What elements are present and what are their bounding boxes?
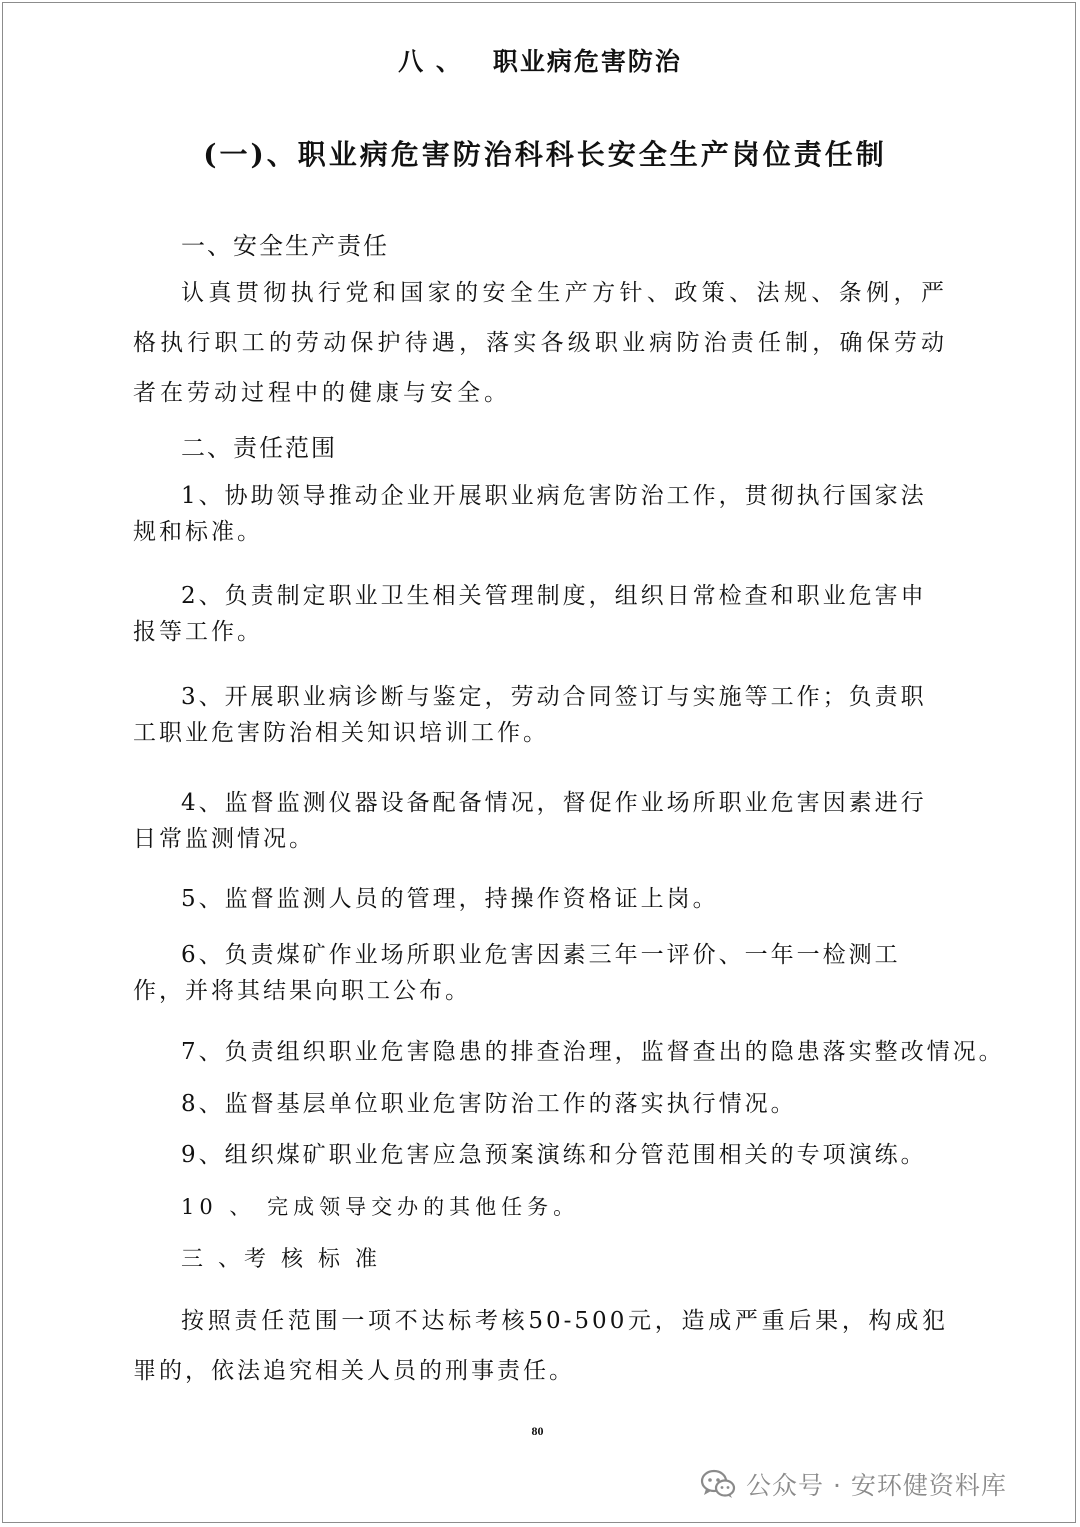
heading-responsibility-scope: 二、责任范围 [181, 434, 337, 462]
scope-item-4: 4、监督监测仪器设备配备情况，督促作业场所职业危害因素进行日常监测情况。 [133, 790, 927, 852]
scope-item-9: 9、组织煤矿职业危害应急预案演练和分管范围相关的专项演练。 [181, 1142, 927, 1168]
section-title-text: 职业病危害防治 [492, 47, 682, 76]
scope-item-8: 8、监督基层单位职业危害防治工作的落实执行情况。 [181, 1091, 797, 1117]
page-number: 80 [531, 1424, 544, 1438]
paragraph-safety-responsibility: 认真贯彻执行党和国家的安全生产方针、政策、法规、条例，严格执行职工的劳动保护待遇，落实各级职业病防治责任制，确保劳动者在劳动过程中的健康与安全。 [133, 280, 948, 406]
scope-item-7: 7、负责组织职业危害隐患的排查治理，监督查出的隐患落实整改情况。 [181, 1039, 1005, 1065]
scope-item-2: 2、负责制定职业卫生相关管理制度，组织日常检查和职业危害申报等工作。 [133, 583, 927, 645]
scope-item-1: 1、协助领导推动企业开展职业病危害防治工作，贯彻执行国家法规和标准。 [133, 483, 927, 545]
scope-item-3: 3、开展职业病诊断与鉴定，劳动合同签订与实施等工作；负责职工职业危害防治相关知识培训工作。 [133, 684, 927, 746]
watermark [700, 1462, 1007, 1506]
wechat-icon [700, 1469, 736, 1499]
scope-item-10: 10 、 完成领导交办的其他任务。 [181, 1195, 580, 1219]
paragraph-assessment-standard: 按照责任范围一项不达标考核50-500元，造成严重后果，构成犯罪的，依法追究相关人员的刑事责任。 [133, 1308, 948, 1384]
watermark-text: 公众号 · 安环健资料库 [746, 1471, 1007, 1500]
scope-item-5: 5、监督监测人员的管理，持操作资格证上岗。 [181, 886, 719, 912]
heading-safety-responsibility: 一、安全生产责任 [181, 232, 389, 260]
document-title: (一)、职业病危害防治科科长安全生产岗位责任制 [203, 138, 887, 171]
section-title [0, 42, 1080, 78]
scope-item-6: 6、负责煤矿作业场所职业危害因素三年一评价、一年一检测工作，并将其结果向职工公布。 [133, 942, 901, 1004]
heading-assessment-standard: 三 、考 核 标 准 [181, 1247, 381, 1272]
page-border [2, 2, 1076, 1523]
section-number: 八 、 [398, 47, 463, 76]
